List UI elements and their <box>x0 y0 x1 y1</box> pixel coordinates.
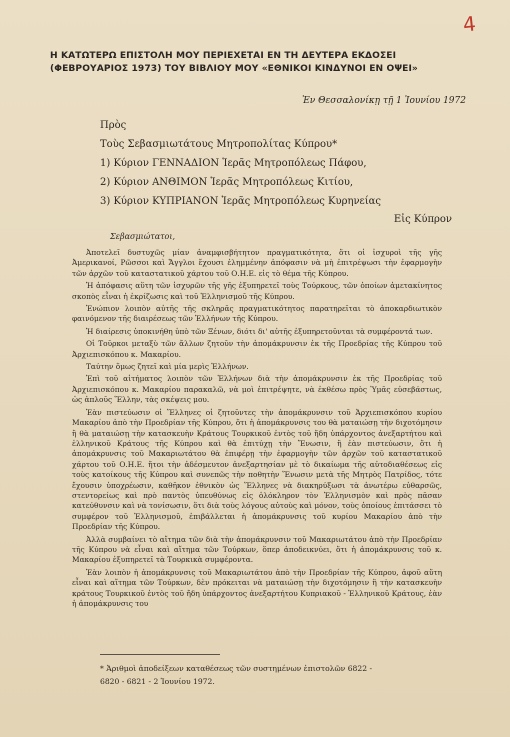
body-paragraph: Ἀποτελεῖ δυστυχῶς μίαν ἀναμφισβήτητον πραγματικότητα, ὅτι οἱ ἰσχυροὶ τῆς γῆς Ἀμερικανοί, Ρῶσσοι καὶ Ἄγγλοι ἔχουσι ἐλημμένην ἀπόφασιν νὰ μὴ ἐπιτρέψωσι τὴν ἐφαρμογὴν τῶν ἀρχῶν τοῦ καταστατικοῦ χάρτου τοῦ Ο.Η.Ε. εἰς τὸ θέμα τῆς Κύπρου. <box>72 248 442 278</box>
body-paragraph: Ἡ ἀπόφασις αὕτη τῶν ἰσχυρῶν τῆς γῆς ἐξυπηρετεῖ τοὺς Τούρκους, τῶν ὁποίων ἀμετακίνητος σκοπὸς εἶναι ἡ ἐκρίζωσις καὶ τοῦ Ἑλληνισμοῦ τῆς Κύπρου. <box>72 281 442 301</box>
letter-body <box>72 248 442 611</box>
letter-dateline: Ἐν Θεσσαλονίκῃ τῇ 1 Ἰουνίου 1972 <box>302 96 466 106</box>
body-paragraph: Ἡ διαίρεσις ὑποκινήθη ὑπὸ τῶν Ξένων, διότι δι' αὐτῆς ἐξυπηρετοῦνται τὰ συμφέροντά των. <box>86 326 433 336</box>
handwritten-page-number: 4 <box>462 11 478 37</box>
body-paragraph: Ἐνώπιον λοιπὸν αὐτῆς τῆς σκληρᾶς πραγματικότητος παρατηρεῖται τὸ ἀποκαρδιωτικὸν φαινόμενον τῆς διαιρέσεως τῶν Ἑλλήνων τῆς Κύπρου. <box>72 304 442 324</box>
heading-line-1: Η ΚΑΤΩΤΕΡΩ ΕΠΙΣΤΟΛΗ ΜΟΥ ΠΕΡΙΕΧΕΤΑΙ ΕΝ ΤΗ ΔΕΥΤΕΡΑ ΕΚΔΟΣΕΙ <box>50 51 397 61</box>
body-paragraph: Οἱ Τοῦρκοι μεταξὺ τῶν ἄλλων ζητοῦν τὴν ἀπομάκρυνσιν ἐκ τῆς Προεδρίας τῆς Κύπρου τοῦ Ἀρχιεπισκόπου κ. Μακαρίου. <box>72 339 442 359</box>
footnote-line-2: 6820 - 6821 - 2 Ἰουνίου 1972. <box>100 677 215 686</box>
recipient-line: Πρὸς <box>100 120 127 131</box>
letter-destination: Εἰς Κύπρον <box>393 214 452 225</box>
letter-salutation: Σεβασμιώτατοι, <box>110 232 176 241</box>
footnote-divider <box>100 654 220 655</box>
recipients-block <box>100 116 480 211</box>
recipient-line: 1) Κύριον ΓΕΝΝΑΔΙΟΝ Ἱερᾶς Μητροπόλεως Πάφου, <box>100 158 367 169</box>
footnote-line-1: * Ἀριθμοὶ ἀποδείξεων καταθέσεως τῶν συστημένων ἐπιστολῶν 6822 - <box>100 664 373 673</box>
recipient-line: 2) Κύριον ΑΝΘΙΜΟΝ Ἱερᾶς Μητροπόλεως Κιτίου, <box>100 177 354 188</box>
body-paragraph: Ἐὰν πιστεύωσιν οἱ Ἕλληνες οἱ ζητοῦντες τὴν ἀπομάκρυνσιν τοῦ Ἀρχιεπισκόπου κυρίου Μακαρίου ἀπὸ τὴν Προεδρίαν τῆς Κύπρου, ὅτι ἡ ἀπομάκρυνσις του θὰ ματαιώσῃ τὴν διχοτόμησιν ἢ θὰ ματαιώσῃ τὴν κατασκευὴν Κράτους Τουρκικοῦ ἐντὸς τοῦ ἤδη ὑπάρχοντος ἀνεξαρτήτου καὶ ἑλληνικοῦ Κράτους τῆς Κύπρου καὶ θὰ ἐπιτύχῃ τὴν Ἕνωσιν, ἢ ἐὰν πιστεύωσιν, ὅτι ἡ ἀπομάκρυνσις τοῦ Μακαριωτάτου θὰ ἐπιφέρῃ τὴν ἐφαρμογὴν τῶν ἀρχῶν τοῦ καταστατικοῦ χάρτου τοῦ Ο.Η.Ε. ἤτοι τὴν ἀδέσμευτον ἀνεξαρτησίαν μὲ τὸ δικαίωμα τῆς αὐτοδιαθέσεως εἰς τοὺς κατοίκους τῆς Κύπρου καὶ συνεπῶς τὴν ποθητὴν Ἕνωσιν μετὰ τῆς Μητρὸς Πατρίδος, τότε ἔχουσιν ὑποχρέωσιν, καθῆκον ἐθνικὸν ὡς Ἕλληνες νὰ διακηρύξωσι τὰ ἀνωτέρω εὐθαρσῶς, στεντορείως καὶ πρὸ παντὸς ὑπευθύνως εἰς ὁλόκληρον τὸν Ἑλληνισμὸν καὶ πρὸς πᾶσαν κατεύθυνσιν καὶ νὰ τονίσωσιν, ὅτι διὰ τοὺς λόγους αὐτοὺς καὶ μόνον, τοὺς ὁποίους ἐπιτάσσει τὸ συμφέρον τοῦ Ἑλληνισμοῦ, ἐπιβάλλεται ἡ ἀπομάκρυνσις τοῦ κυρίου Μακαρίου ἀπὸ τὴν Προεδρίαν τῆς Κύπρου. <box>72 407 442 532</box>
body-paragraph: Ταύτην ὅμως ζητεῖ καὶ μία μερὶς Ἑλλήνων. <box>86 362 249 372</box>
recipient-line: Τοὺς Σεβασμιωτάτους Μητροπολίτας Κύπρου* <box>100 139 338 150</box>
body-paragraph: Ἐπὶ τοῦ αἰτήματος λοιπὸν τῶν Ἑλλήνων διὰ τὴν ἀπομάκρυνσιν ἐκ τῆς Προεδρίας τοῦ Ἀρχιεπισκόπου κ. Μακαρίου παρακαλῶ, νὰ μοὶ ἐπιτρέψητε, νὰ ἐκθέσω πρὸς Ὑμᾶς εὐσεβάστως, ὡς ἁπλοῦς Ἕλλην, τὰς σκέψεις μου. <box>72 374 442 405</box>
recipient-line: 3) Κύριον ΚΥΠΡΙΑΝΟΝ Ἱερᾶς Μητροπόλεως Κυρηνείας <box>100 196 382 207</box>
body-paragraph: Ἀλλὰ συμβαίνει τὸ αἴτημα τῶν διὰ τὴν ἀπομάκρυνσιν τοῦ Μακαριωτάτου ἀπὸ τὴν Προεδρίαν τῆς Κύπρου νὰ εἶναι καὶ αἴτημα τῶν Τούρκων, ὅπερ ἀποδεικνύει, ὅτι ἡ ἀπομάκρυνσις τοῦ κ. Μακαρίου ἐξυπηρετεῖ τὰ Τουρκικὰ συμφέροντα. <box>72 534 442 565</box>
heading-line-2: (ΦΕΒΡΟΥΑΡΙΟΣ 1973) ΤΟΥ ΒΙΒΛΙΟΥ ΜΟΥ «ΕΘΝΙΚΟΙ ΚΙΝΔΥΝΟΙ ΕΝ ΟΨΕΙ» <box>50 64 418 74</box>
footnote <box>100 662 430 688</box>
body-paragraph: Ἐὰν λοιπὸν ἡ ἀπομάκρυνσις τοῦ Μακαριωτάτου ἀπὸ τὴν Προεδρίαν τῆς Κύπρου, ἀφοῦ αὕτη εἶναι καὶ αἴτημα τῶν Τούρκων, δὲν πρόκειται νὰ ματαιώσῃ τὴν διχοτόμησιν ἢ τὴν κατασκευὴν κράτους Τουρκικοῦ ἐντὸς τοῦ ἤδη ὑπάρχοντος ἀνεξαρτήτου Κυπριακοῦ - Ἑλληνικοῦ Κράτους, ἐὰν ἡ ἀπομάκρυνσις του <box>72 567 442 608</box>
document-heading <box>50 50 470 76</box>
